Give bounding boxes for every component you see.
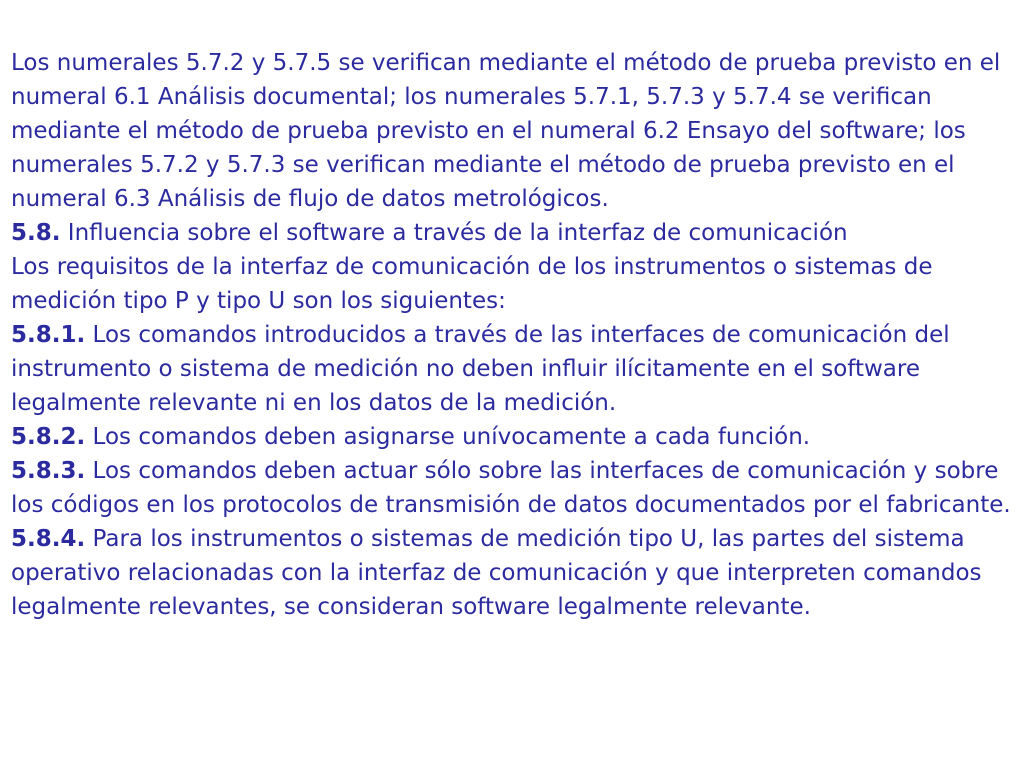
section-number: 5.8. bbox=[11, 220, 61, 246]
clause-text: Para los instrumentos o sistemas de medición tipo U, las partes del sistema operativo relacionadas con la interfaz de comunicación y que interpreten comandos legalmente relevantes, se consideran software legalmente relevante. bbox=[11, 526, 982, 620]
clause-number: 5.8.2. bbox=[11, 424, 86, 450]
clause-5-8-4 bbox=[11, 522, 1011, 624]
clause-5-8-1 bbox=[11, 318, 1011, 420]
paragraph-verification-methods bbox=[11, 46, 1011, 216]
paragraph-text: Los requisitos de la interfaz de comunicación de los instrumentos o sistemas de medición tipo P y tipo U son los siguientes: bbox=[11, 254, 933, 314]
clause-text: Los comandos introducidos a través de las interfaces de comunicación del instrumento o sistema de medición no deben influir ilícitamente en el software legalmente relevante ni en los datos de la medición. bbox=[11, 322, 950, 416]
paragraph-text: Los numerales 5.7.2 y 5.7.5 se verifican mediante el método de prueba previsto en el numeral 6.1 Análisis documental; los numerales 5.7.1, 5.7.3 y 5.7.4 se verifican mediante el método de prueba previsto en el numeral 6.2 Ensayo del software; los numerales 5.7.2 y 5.7.3 se verifican mediante el método de prueba previsto en el numeral 6.3 Análisis de flujo de datos metrológicos. bbox=[11, 50, 1001, 212]
clause-number: 5.8.1. bbox=[11, 322, 86, 348]
section-heading-5-8 bbox=[11, 216, 1011, 250]
clause-text: Los comandos deben asignarse unívocamente a cada función. bbox=[92, 424, 811, 450]
clause-number: 5.8.4. bbox=[11, 526, 86, 552]
clause-number: 5.8.3. bbox=[11, 458, 86, 484]
clause-text: Los comandos deben actuar sólo sobre las interfaces de comunicación y sobre los códigos en los protocolos de transmisión de datos documentados por el fabricante. bbox=[11, 458, 1011, 518]
paragraph-requirements-intro bbox=[11, 250, 1011, 318]
clause-5-8-3 bbox=[11, 454, 1011, 522]
section-title: Influencia sobre el software a través de la interfaz de comunicación bbox=[67, 220, 848, 246]
clause-5-8-2 bbox=[11, 420, 1011, 454]
slide-body bbox=[11, 46, 1011, 624]
